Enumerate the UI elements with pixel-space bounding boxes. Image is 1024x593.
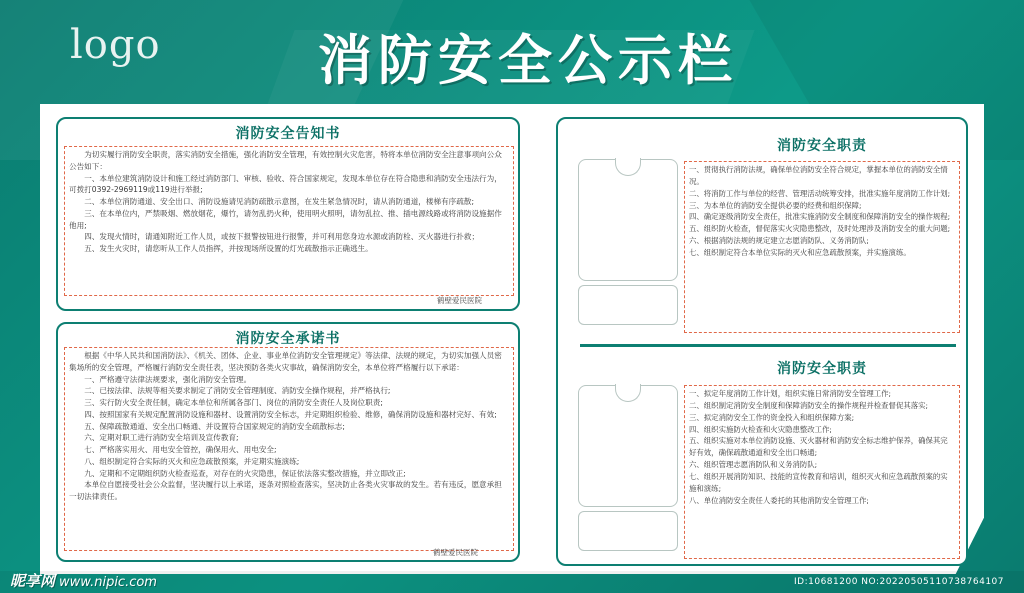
duties2-body: [684, 385, 960, 559]
commitment-card: [56, 322, 520, 562]
watermark-logo: [10, 570, 157, 591]
notice-item: 四、发现火情时，请通知附近工作人员，或按下报警按钮进行报警，并可利用您身边水源或消防栓、灭火器进行扑救；: [84, 232, 480, 242]
notice-item: 二、本单位消防通道、安全出口、消防设施请见消防疏散示意图，在发生紧急情况时，请从消防通道，楼梯有序疏散;: [84, 197, 475, 207]
notice-title: 消防安全告知书: [235, 126, 341, 142]
duties2-item: 三、拟定消防安全工作的资金投入和组织保障方案;: [689, 412, 855, 422]
page-title: 消防安全公示栏: [318, 29, 738, 92]
watermark-url: www.nipic.com: [59, 575, 157, 590]
watermark-id: ID:10681200 NO:20220505110738764107: [794, 577, 1004, 587]
commitment-item: 八、组织制定符合实际的灭火和应急疏散预案，并定期实施演练;: [84, 456, 300, 466]
duties2-item: 六、组织管理志愿消防队和义务消防队;: [689, 460, 818, 470]
commitment-item: 三、实行防火安全责任制，确定本单位和所属各部门、岗位的消防安全责任人及岗位职责;: [84, 398, 383, 408]
photo-placeholder: [578, 385, 678, 507]
section-divider: [580, 344, 956, 347]
duties2-item: 七、组织开展消防知识、技能的宣传教育和培训，组织灭火和应急疏散预案的实施和演练;: [689, 471, 948, 493]
notice-item: 一、本单位建筑消防设计和施工经过消防部门、审核、验收、符合国家规定，发现本单位存在符合隐患和消防安全违法行为，可拨打0392-2969119或119进行举报;: [69, 173, 502, 195]
commitment-body: [64, 347, 514, 551]
duties1-item: 六、根据消防法规的规定建立志愿消防队、义务消防队;: [689, 236, 869, 246]
duties2-item: 五、组织实施对本单位消防设施、灭火器材和消防安全标志维护保养，确保其完好有效，确保疏散通道和安全出口畅通;: [689, 436, 948, 458]
duties2-item: 八、单位消防安全责任人委托的其他消防安全管理工作;: [689, 495, 869, 505]
notice-card: [56, 117, 520, 311]
photo-caption-placeholder: [578, 511, 678, 551]
commitment-item: 四、按照国家有关规定配置消防设施和器材、设置消防安全标志，并定期组织检验、维修，确保消防设施和器材完好、有效;: [84, 409, 497, 419]
commitment-intro: 根据《中华人民共和国消防法》、《机关、团体、企业、事业单位消防安全管理规定》等法律、法规的规定，为切实加强人员密集场所的安全管理，严格履行消防安全责任表，坚决预防各类火灾事故，确保消防安全，本单位将严格履行以下承诺：: [69, 351, 502, 372]
commitment-closing: 本单位自愿接受社会公众监督，坚决履行以上承诺，逐条对照检查落实，坚决防止各类火灾事故的发生。若有违反，愿意承担一切法律责任。: [69, 480, 502, 502]
commitment-item: 七、严格落实用火、用电安全管控，确保用火、用电安全;: [84, 445, 277, 455]
notice-signature: 鹤壁爱民医院: [437, 296, 482, 305]
notice-item: 五、发生火灾时，请您听从工作人员指挥，并按现场所设置的灯光疏散指示正确逃生。: [84, 244, 373, 254]
duties1-item: 七、组织制定符合本单位实际的灭火和应急疏散预案，并实施演练。: [689, 247, 911, 257]
commitment-item: 九、定期和不定期组织防火检查巡查，对存在的火灾隐患，保证依法落实整改措施，并立即改正;: [84, 468, 406, 478]
duties2-item: 四、组织实施防火检查和火灾隐患整改工作;: [689, 424, 832, 434]
watermark-site-name: 昵享网: [10, 572, 56, 590]
photo-placeholder: [578, 159, 678, 281]
commitment-item: 二、已按法律、法规等相关要求制定了消防安全管理制度、消防安全操作规程，并严格执行;: [84, 386, 391, 396]
commitment-item: 一、严格遵守法律法规要求，强化消防安全管理。: [84, 374, 252, 384]
notice-item: 三、在本单位内，严禁吸烟、燃放烟花，爆竹，请勿乱扔火种，使用明火照明，请勿乱拉、推、插电源线路或将消防设施据作他用;: [69, 208, 502, 230]
commitment-item: 六、定期对职工进行消防安全培训及宣传教育;: [84, 433, 239, 443]
duties2-title: 消防安全职责: [777, 361, 867, 377]
commitment-title: 消防安全承诺书: [235, 331, 341, 347]
duties2-item: 二、组织制定消防安全制度和保障消防安全的操作规程并检查督促其落实;: [689, 400, 928, 410]
duties1-title: 消防安全职责: [777, 138, 867, 154]
logo: logo: [70, 22, 161, 68]
duties1-body: [684, 161, 960, 333]
photo-caption-placeholder: [578, 285, 678, 325]
duties-card: [556, 117, 968, 566]
duties1-item: 三、为本单位的消防安全提供必要的经费和组织保障;: [689, 200, 862, 210]
duties2-item: 一、拟定年度消防工作计划，组织实施日常消防安全管理工作;: [689, 389, 892, 398]
commitment-signature: 鹤壁爱民医院: [433, 548, 478, 557]
duties1-item: 五、组织防火检查，督促落实火灾隐患整改，及时处理涉及消防安全的重大问题;: [689, 224, 951, 234]
duties1-item: 四、确定逐级消防安全责任，批准实施消防安全制度和保障消防安全的操作规程;: [689, 212, 951, 222]
commitment-item: 五、保障疏散通道、安全出口畅通、并设置符合国家规定的消防安全疏散标志;: [84, 421, 345, 431]
notice-body: [64, 146, 514, 296]
notice-intro: 为切实履行消防安全职责，落实消防安全措施，强化消防安全管理，有效控制火灾危害，特将本单位消防安全注意事项向公众公告如下：: [69, 150, 502, 171]
duties1-item: 二、将消防工作与单位的经营、管理活动统筹安排，批准实施年度消防工作计划;: [689, 188, 951, 198]
duties1-item: 一、贯彻执行消防法规，确保单位消防安全符合规定，掌握本单位的消防安全情况。: [689, 165, 948, 186]
